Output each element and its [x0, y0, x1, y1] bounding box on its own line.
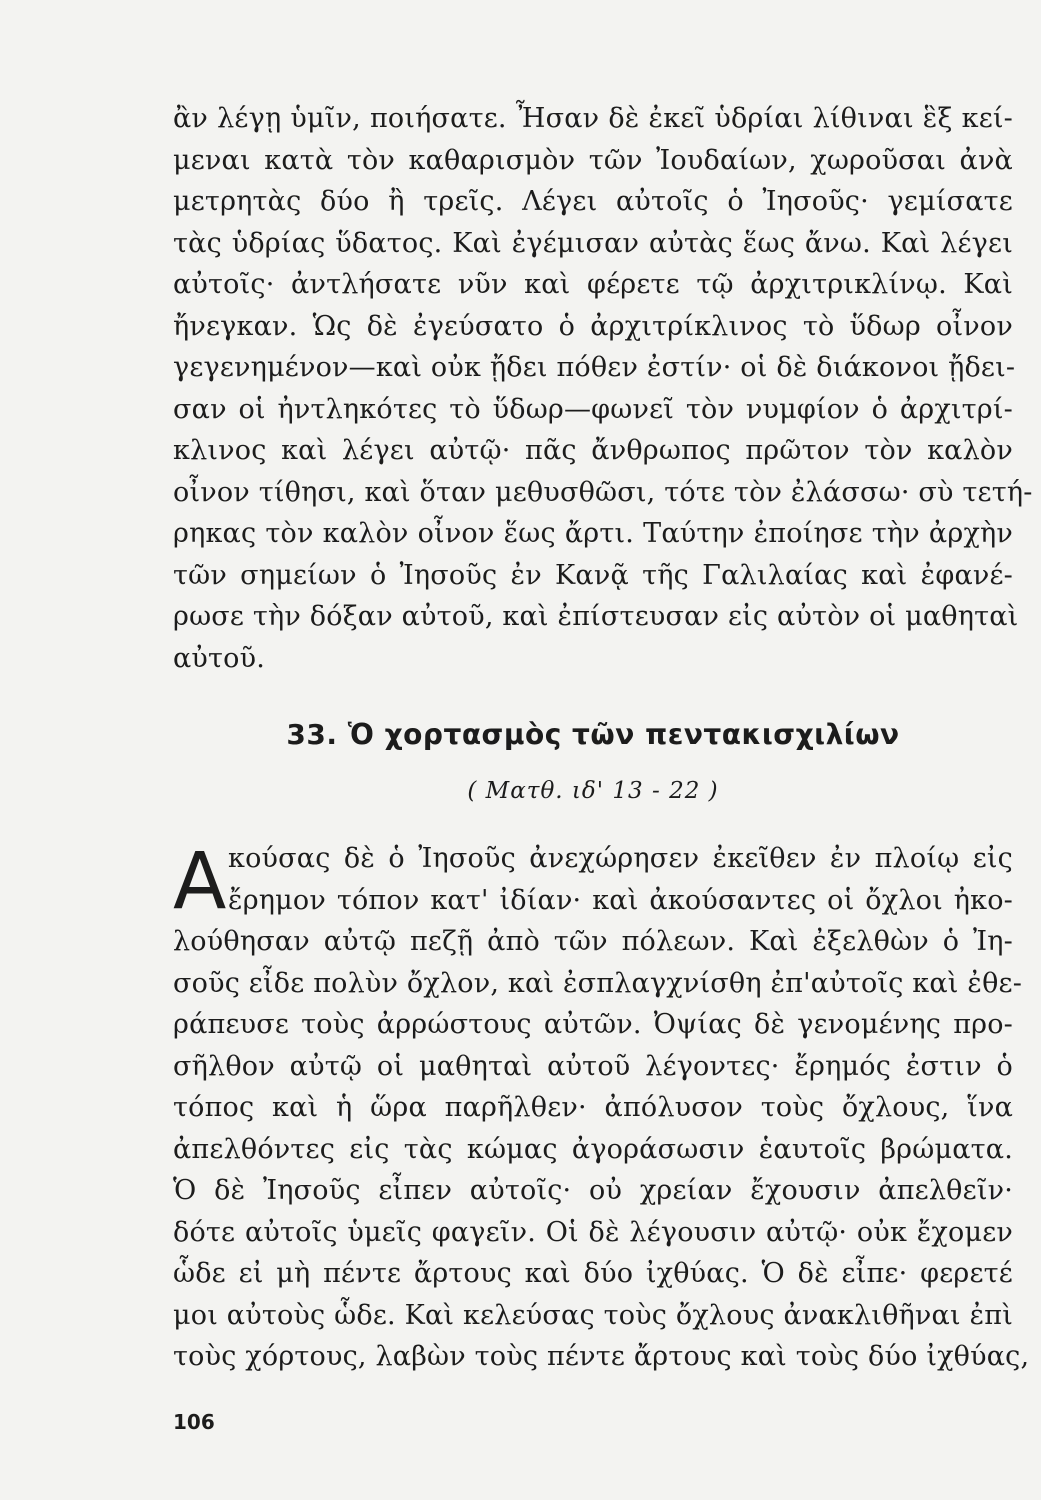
text-line: ἂν λέγῃ ὑμῖν, ποιήσατε. Ἦσαν δὲ ἐκεῖ ὑδρίαι λίθιναι ἓξ κεί- — [173, 103, 1013, 134]
text-line: ἤνεγκαν. Ὡς δὲ ἐγεύσατο ὁ ἀρχιτρίκλινος τὸ ὕδωρ οἶνον — [173, 310, 1013, 342]
text-line: μετρητὰς δύο ἢ τρεῖς. Λέγει αὐτοῖς ὁ Ἰησοῦς· γεμίσατε — [173, 186, 1013, 217]
text-line: κλινος καὶ λέγει αὐτῷ· πᾶς ἄνθρωπος πρῶτον τὸν καλὸν — [173, 435, 1013, 466]
text-line: τῶν σημείων ὁ Ἰησοῦς ἐν Κανᾷ τῆς Γαλιλαίας καὶ ἐφανέ- — [173, 559, 1013, 591]
paragraph-main — [173, 838, 1030, 1378]
paragraph-continuation — [173, 98, 1033, 679]
text-line: ρωσε τὴν δόξαν αὐτοῦ, καὶ ἐπίστευσαν εἰς αὐτὸν οἱ μαθηταὶ — [173, 601, 1019, 632]
text-line: τόπος καὶ ἡ ὥρα παρῆλθεν· ἀπόλυσον τοὺς ὄχλους, ἵνα — [173, 1092, 1013, 1123]
text-line: ράπευσε τοὺς ἀρρώστους αὐτῶν. Ὀψίας δὲ γενομένης προ- — [173, 1009, 1013, 1040]
text-line: αὐτοῖς· ἀντλήσατε νῦν καὶ φέρετε τῷ ἀρχιτρικλίνῳ. Καὶ — [173, 269, 1013, 300]
text-line: αὐτοῦ. — [173, 642, 266, 674]
text-line: ρηκας τὸν καλὸν οἶνον ἕως ἄρτι. Ταύτην ἐποίησε τὴν ἀρχὴν — [173, 518, 1013, 549]
text-line: μεναι κατὰ τὸν καθαρισμὸν τῶν Ἰουδαίων, χωροῦσαι ἀνὰ — [173, 144, 1013, 176]
text-line: δότε αὐτοῖς ὑμεῖς φαγεῖν. Οἱ δὲ λέγουσιν αὐτῷ· οὐκ ἔχομεν — [173, 1216, 1013, 1248]
text-line: σῆλθον αὐτῷ οἱ μαθηταὶ αὐτοῦ λέγοντες· ἔρημός ἐστιν ὁ — [173, 1050, 1013, 1082]
text-line: λούθησαν αὐτῷ πεζῇ ἀπὸ τῶν πόλεων. Καὶ ἐξελθὼν ὁ Ἰη- — [173, 926, 1013, 957]
text-line: κούσας δὲ ὁ Ἰησοῦς ἀνεχώρησεν ἐκεῖθεν ἐν πλοίῳ εἰς — [228, 843, 1013, 874]
text-line: τὰς ὑδρίας ὕδατος. Καὶ ἐγέμισαν αὐτὰς ἕως ἄνω. Καὶ λέγει — [173, 227, 1013, 259]
text-line: οἶνον τίθησι, καὶ ὅταν μεθυσθῶσι, τότε τὸν ἐλάσσω· σὺ τετή- — [173, 476, 1033, 508]
text-line: τοὺς χόρτους, λαβὼν τοὺς πέντε ἄρτους καὶ τοὺς δύο ἰχθύας, — [173, 1341, 1030, 1372]
page-number: 106 — [173, 1410, 215, 1434]
text-line: ἔρημον τόπον κατ' ἰδίαν· καὶ ἀκούσαντες οἱ ὄχλοι ἠκο- — [228, 884, 1013, 916]
text-line: γεγενημένον—καὶ οὐκ ᾔδει πόθεν ἐστίν· οἱ δὲ διάκονοι ᾔδει- — [173, 352, 1016, 383]
text-line: σαν οἱ ἠντληκότες τὸ ὕδωρ—φωνεῖ τὸν νυμφίον ὁ ἀρχιτρί- — [173, 393, 1013, 425]
text-line: σοῦς εἶδε πολὺν ὄχλον, καὶ ἐσπλαγχνίσθη ἐπ'αὐτοῖς καὶ ἐθε- — [173, 967, 1023, 999]
text-line: Ὁ δὲ Ἰησοῦς εἶπεν αὐτοῖς· οὐ χρείαν ἔχουσιν ἀπελθεῖν· — [173, 1175, 1013, 1206]
text-line: μοι αὐτοὺς ὧδε. Καὶ κελεύσας τοὺς ὄχλους ἀνακλιθῆναι ἐπὶ — [173, 1299, 1013, 1331]
text-line: ὧδε εἰ μὴ πέντε ἄρτους καὶ δύο ἰχθύας. Ὁ δὲ εἶπε· φερετέ — [173, 1258, 1013, 1289]
text-line: ἀπελθόντες εἰς τὰς κώμας ἀγοράσωσιν ἑαυτοῖς βρώματα. — [173, 1133, 1013, 1165]
drop-cap: Α — [173, 837, 227, 927]
section-reference: ( Ματθ. ιδ' 13 - 22 ) — [467, 778, 719, 804]
section-title: 33. Ὁ χορτασμὸς τῶν πεντακισχιλίων — [286, 718, 900, 751]
